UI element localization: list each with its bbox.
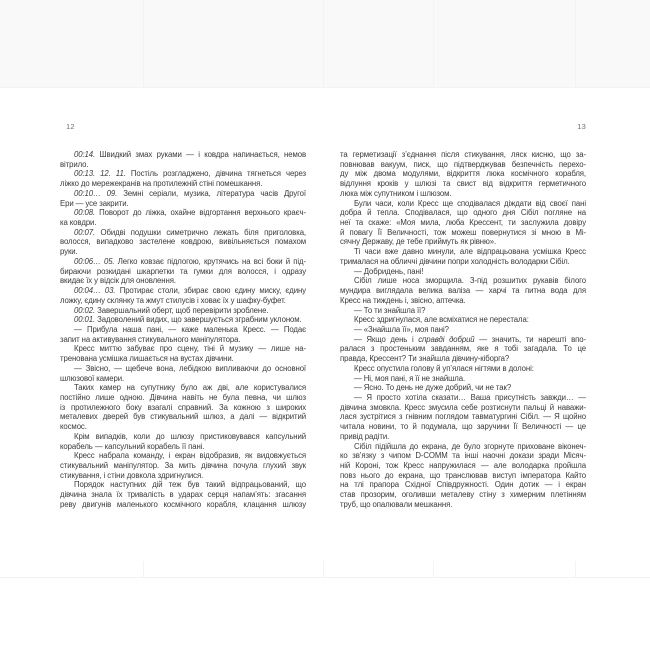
paragraph — [60, 480, 306, 509]
paragraph — [60, 344, 306, 363]
text-line: дівчина знала їх тривалість в ударах серця напам’ять: згасання — [60, 490, 306, 500]
text-line: Кресс здригнулася, але всміхатися не перестала: — [354, 315, 529, 325]
text-line: та герметизації з’єднання після стикування, ляск кисню, що за- — [340, 150, 586, 159]
text-line: 00:08. Поворот до ліжка, охайне відгортання верхнього краєч- — [74, 208, 306, 218]
text-line: — Ясно. То день не дуже добрий, чи не так? — [354, 383, 512, 393]
paragraph — [340, 150, 586, 199]
paragraph — [60, 451, 306, 480]
text-line: — Добридень, пані! — [354, 266, 424, 276]
reader-backdrop-top — [0, 0, 650, 88]
paragraph — [60, 286, 306, 305]
text-line: вкидає їх у відсік для оновлення. — [60, 276, 176, 286]
text-line: запит на активування стикувального маніпулятора. — [60, 334, 241, 344]
paragraph — [60, 169, 306, 188]
text-line: 00:02. Завершальний оберт, щоб перевірити зроблене. — [74, 305, 269, 315]
paragraph — [340, 364, 586, 374]
page-stack-seam — [143, 561, 144, 577]
text-line: Сібіл лише носа зморщила. З-під розшитих рукавів білого — [354, 276, 586, 286]
text-line: люка між супутником і шлюзом. — [340, 188, 452, 198]
text-line: Сібіл підійшла до екрана, де було згорнуте приховане віконеч- — [354, 441, 586, 451]
text-line: Кресс набрала команду, і екран відобразив, як видовжується — [74, 451, 306, 461]
book-page-left[interactable] — [60, 150, 306, 510]
paragraph — [60, 364, 306, 383]
text-line: 00:13. 12. 11. Постіль розгладжено, дівчина тягнеться через — [74, 169, 306, 179]
page-spread-center-seam — [323, 0, 324, 87]
text-line: повз нього до екрана, що транслював виступ імператора Кайто — [340, 470, 586, 480]
text-line: — То ти знайшла її? — [354, 305, 426, 315]
text-line: правда, Крессент? Ти знайшла дівчину-кіборга? — [340, 354, 510, 364]
text-line: бираючи розкидані шкарпетки та гумки для волосся, і одразу — [60, 266, 306, 276]
text-line: Були часи, коли Кресс ще сподівалася діждати від своєї пані — [354, 198, 586, 208]
text-line: на тлі прапора Східної Співдружності. Один дотик — і екран — [340, 480, 586, 490]
paragraph — [340, 383, 586, 393]
text-line: вітрило. — [60, 159, 89, 169]
text-line: Кресс миттю забуває про сцену, тіні й музику — лише на- — [74, 344, 306, 354]
paragraph — [340, 325, 586, 335]
text-line: 00:06… 05. Легко ковзає підлогою, крутячись на всі боки й під- — [74, 256, 306, 266]
page-number-right: 13 — [577, 122, 586, 131]
text-line: ложку, єдину склянку та жмут стилусів і ховає їх у шафку-буфет. — [60, 295, 286, 305]
text-line: 00:10… 09. Земні серіали, музика, література часів Другої — [74, 188, 306, 198]
text-line: — «Знайшла її», моя пані? — [354, 324, 449, 334]
text-line: привід радіти. — [340, 431, 390, 441]
text-line: 00:01. Задоволений видих, що завершується зграбним уклоном. — [74, 315, 302, 325]
paragraph — [340, 276, 586, 305]
paragraph — [60, 325, 306, 344]
text-line: — Я просто хотіла сказати… Ваша присутність завжди… — — [354, 392, 586, 402]
text-line: стикування, і стіни довкола здригнулися. — [60, 470, 204, 480]
paragraph — [60, 150, 306, 169]
text-line: 00:07. Обидві подушки симетрично лежать біля приголовка, — [74, 227, 306, 237]
page-stack-seam — [575, 561, 576, 577]
text-line: Крім випадків, коли до шлюзу пристиковувався капсульний — [74, 431, 306, 441]
paragraph — [60, 383, 306, 432]
text-line: руки. — [60, 247, 78, 257]
page-number-left: 12 — [66, 122, 75, 131]
text-line: із протилежного боку взагалі справний. За кожною з широких — [60, 402, 306, 412]
text-line: повнював вакуум, писк, що підтверджував безпечність перехо- — [340, 159, 586, 169]
book-page-right[interactable] — [340, 150, 586, 510]
text-line: ралася з простеньким завданням, яке я тобі загадала. То це — [340, 344, 586, 354]
text-line: неї та скаже: «Моя мила, люба Крессент, ти заслужила довіру — [340, 218, 586, 228]
text-line: корабель — капсульний корабель її пані. — [60, 441, 205, 451]
paragraph — [340, 267, 586, 277]
text-line: Ери — усе закрити. — [60, 198, 129, 208]
text-line: ній Короні, тож Кресс напружилася — але володарка пройшла — [340, 461, 586, 470]
text-line: відлуння кроків у шлюзі та свист від відкриття герметичного — [340, 179, 586, 189]
text-line: дівчина змовкла. Кресс змусила себе розтиснути пальці й наважи- — [340, 402, 586, 412]
text-line: сячну Державу, де тебе приймуть як рівню». — [340, 237, 497, 247]
paragraph — [340, 374, 586, 384]
text-line: читала новини, то й подумала, що заручини Її Величності — це — [340, 422, 586, 432]
page-bottom-edge — [0, 577, 650, 578]
text-line: — Звісно, — щебече вона, лебідкою випливаючи до основної — [74, 363, 306, 373]
text-line: реву двигунів маленького космічного корабля, клацання шлюзу — [60, 499, 306, 509]
paragraph — [340, 247, 586, 266]
paragraph — [340, 442, 586, 510]
text-line: 00:04… 03. Протирає столи, збирає свою єдину миску, єдину — [74, 286, 306, 296]
text-line: ко зв’язку з чипом D-COMM та інші наочні докази зради Місяч- — [340, 451, 586, 461]
paragraph — [60, 306, 306, 316]
paragraph — [340, 315, 586, 325]
paragraph — [60, 228, 306, 257]
text-line: металевих дверей був стикувальний шлюз, а далі — відкритий — [60, 412, 306, 422]
text-line: ліжко до мережекранів на протилежній стіні помешкання. — [60, 179, 263, 189]
text-line: мундира виглядала велика валіза — харчі та питна вода для — [340, 286, 586, 296]
text-line: Таких камер на супутнику було аж дві, але користувалися — [74, 383, 306, 393]
paragraph — [60, 257, 306, 286]
page-stack-seam — [433, 0, 434, 87]
text-line: шлюзової камери. — [60, 373, 125, 383]
paragraph — [340, 335, 586, 364]
text-line: волосся, випадково застелене ковдрою, вивільняється помахом — [60, 237, 306, 247]
paragraph — [60, 189, 306, 208]
text-line: — Прибула наша пані, — каже маленька Кресс. — Подає — [74, 324, 306, 334]
text-line: й повагу Її Величності, тож можеш повернутися зі мною в Мі- — [340, 227, 586, 237]
text-line: стикувальний маніпулятор. За мить дівчина почула глухий звук — [60, 461, 306, 470]
page-stack-seam — [575, 0, 576, 87]
text-line: добра й тепла. Сподівалася, що одного дня Сібіл погляне на — [340, 208, 586, 218]
paragraph — [60, 208, 306, 227]
text-line: трималася на обличчі дівчини попри холодність володарки Сібіл. — [340, 256, 570, 266]
text-line: тренована усмішка лишається на вустах дівчини. — [60, 354, 234, 364]
text-line: Кресс на тиждень і, звісно, аптечка. — [340, 295, 466, 305]
page-spread-center-seam — [323, 561, 324, 577]
text-line: Порядок наступних дій теж був такий відпрацьований, що — [74, 480, 306, 490]
text-line: Ті часи вже давно минули, але відпрацьована усмішка Кресс — [354, 247, 586, 257]
text-line: космос. — [60, 422, 87, 432]
page-stack-seam — [433, 561, 434, 577]
text-line: — Якщо день і справді добрий — значить, ти нарешті впо- — [354, 334, 586, 344]
paragraph — [340, 199, 586, 248]
text-line: став прозорим, оголивши металеву стіну з химерним плетінням — [340, 490, 586, 500]
text-line: лася зустрітися з гнівним поглядом тавматургині Сібіл. — Я щойно — [340, 412, 586, 422]
text-line: труб, що опалювали мешкання. — [340, 499, 453, 509]
paragraph — [60, 432, 306, 451]
text-line: Кресс опустила голову й уп’ялася нігтями в долоні: — [354, 363, 534, 373]
paragraph — [340, 393, 586, 442]
paragraph — [340, 306, 586, 316]
paragraph — [60, 315, 306, 325]
page-stack-seam — [143, 0, 144, 87]
text-line: ду між двома модулями, відкриття люка космічного корабля, — [340, 169, 586, 179]
text-line: постійно лише одною. Дівчина навіть не була певна, чи шлюз — [60, 392, 306, 402]
text-line: ка ковдри. — [60, 218, 97, 228]
text-line: — Ні, моя пані, я її не знайшла. — [354, 373, 466, 383]
text-line: 00:14. Швидкий змах руками — і ковдра напинається, немов — [74, 150, 306, 159]
